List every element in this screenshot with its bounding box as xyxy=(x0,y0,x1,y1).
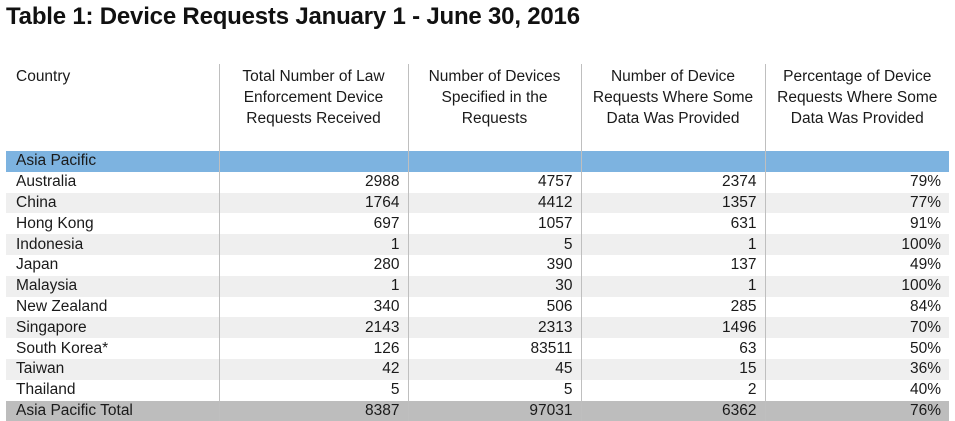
header-country: Country xyxy=(16,68,71,85)
total-requests-data-provided-cell: 6362 xyxy=(581,401,765,421)
table-row xyxy=(6,255,949,276)
percentage-cell: 70% xyxy=(765,317,949,338)
table-row xyxy=(6,213,949,234)
devices-specified-cell: 506 xyxy=(408,297,581,318)
requests-data-provided-cell: 1 xyxy=(581,234,765,255)
total-country-cell: Asia Pacific Total xyxy=(6,401,219,421)
percentage-cell: 100% xyxy=(765,276,949,297)
country-cell: Singapore xyxy=(6,317,219,338)
total-row xyxy=(6,401,949,421)
percentage-cell: 36% xyxy=(765,359,949,380)
total-requests-cell: 697 xyxy=(219,213,408,234)
devices-specified-cell: 83511 xyxy=(408,338,581,359)
country-cell: Japan xyxy=(16,256,59,274)
percentage-cell: 84% xyxy=(765,297,949,318)
devices-specified-cell: 4757 xyxy=(408,172,581,193)
devices-specified-cell: 45 xyxy=(408,359,581,380)
percentage-cell: 100% xyxy=(765,234,949,255)
requests-data-provided-cell: 15 xyxy=(581,359,765,380)
table-row xyxy=(6,172,949,193)
requests-data-provided-cell: 1496 xyxy=(581,317,765,338)
devices-specified-cell: 5 xyxy=(408,234,581,255)
country-cell: Taiwan xyxy=(6,359,219,380)
devices-specified-cell: 1057 xyxy=(408,213,581,234)
total-requests-cell: 280 xyxy=(219,255,408,276)
devices-specified-cell: 4412 xyxy=(408,193,581,214)
section-label: Asia Pacific xyxy=(6,151,219,172)
total-requests-cell: 42 xyxy=(219,359,408,380)
percentage-cell: 91% xyxy=(765,213,949,234)
requests-data-provided-cell: 285 xyxy=(581,297,765,318)
percentage-cell: 49% xyxy=(765,255,949,276)
requests-data-provided-cell: 631 xyxy=(581,213,765,234)
table-title: Table 1: Device Requests January 1 - June 30, 2016 xyxy=(6,3,580,30)
device-requests-table xyxy=(6,64,949,421)
total-requests-cell: 5 xyxy=(219,380,408,401)
table-row xyxy=(6,380,949,401)
table-row xyxy=(6,193,949,214)
table-row xyxy=(6,338,949,359)
total-requests-cell: 1 xyxy=(219,276,408,297)
country-cell: Thailand xyxy=(16,381,76,399)
percentage-cell: 50% xyxy=(765,338,949,359)
country-cell: Hong Kong xyxy=(16,214,94,232)
section-cell xyxy=(408,151,581,172)
table-row xyxy=(6,297,949,318)
requests-data-provided-cell: 2374 xyxy=(581,172,765,193)
total-requests-cell: 126 xyxy=(219,338,408,359)
requests-data-provided-cell: 63 xyxy=(581,338,765,359)
country-cell: Australia xyxy=(16,173,77,191)
section-cell xyxy=(765,151,949,172)
percentage-cell: 40% xyxy=(765,380,949,401)
header-row xyxy=(6,64,949,151)
country-cell: New Zealand xyxy=(16,297,108,315)
table-row xyxy=(6,359,949,380)
section-row xyxy=(6,151,949,172)
percentage-cell: 79% xyxy=(765,172,949,193)
country-cell: Indonesia xyxy=(6,234,219,255)
country-cell: China xyxy=(6,193,219,214)
total-total-requests-cell: 8387 xyxy=(219,401,408,421)
table-row xyxy=(6,276,949,297)
total-requests-cell: 2988 xyxy=(219,172,408,193)
header-total-requests: Total Number of Law Enforcement Device Requests Received xyxy=(219,64,408,151)
total-requests-cell: 1764 xyxy=(219,193,408,214)
devices-specified-cell: 390 xyxy=(408,255,581,276)
table-row xyxy=(6,234,949,255)
total-percentage-cell: 76% xyxy=(765,401,949,421)
table-body xyxy=(6,151,949,421)
requests-data-provided-cell: 1 xyxy=(581,276,765,297)
country-cell: Malaysia xyxy=(6,276,219,297)
header-requests-data-provided: Number of Device Requests Where Some Data Was Provided xyxy=(581,64,765,151)
devices-specified-cell: 5 xyxy=(408,380,581,401)
requests-data-provided-cell: 1357 xyxy=(581,193,765,214)
section-cell xyxy=(581,151,765,172)
table-row xyxy=(6,317,949,338)
devices-specified-cell: 30 xyxy=(408,276,581,297)
requests-data-provided-cell: 137 xyxy=(581,255,765,276)
total-requests-cell: 1 xyxy=(219,234,408,255)
header-devices-specified: Number of Devices Specified in the Requests xyxy=(408,64,581,151)
total-devices-specified-cell: 97031 xyxy=(408,401,581,421)
header-percentage-data-provided: Percentage of Device Requests Where Some Data Was Provided xyxy=(765,64,949,151)
devices-specified-cell: 2313 xyxy=(408,317,581,338)
requests-data-provided-cell: 2 xyxy=(581,380,765,401)
country-cell: South Korea* xyxy=(16,339,109,357)
section-cell xyxy=(219,151,408,172)
percentage-cell: 77% xyxy=(765,193,949,214)
total-requests-cell: 2143 xyxy=(219,317,408,338)
total-requests-cell: 340 xyxy=(219,297,408,318)
